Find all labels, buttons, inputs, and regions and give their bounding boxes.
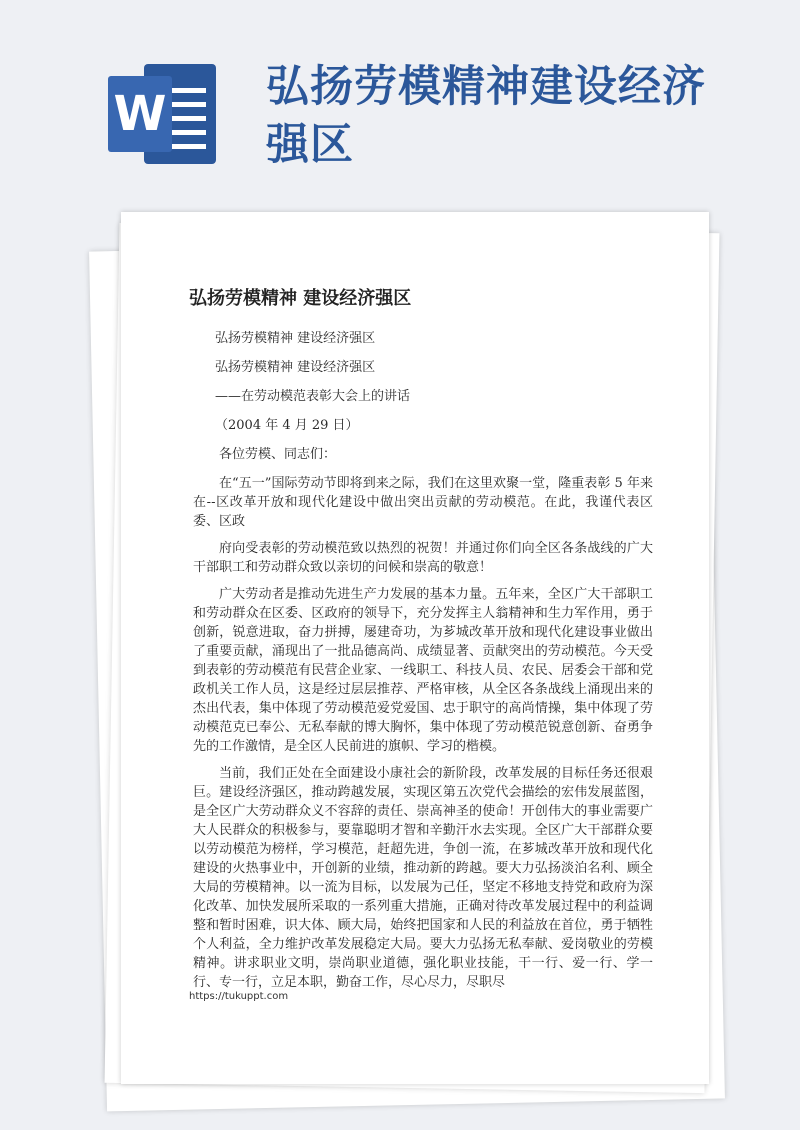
subtitle-line: 弘扬劳模精神 建设经济强区	[215, 331, 376, 346]
banner	[0, 0, 800, 200]
paragraph: 在“五一”国际劳动节即将到来之际，我们在这里欢聚一堂，隆重表彰 5 年来在--区改革开放和现代化建设中做出突出贡献的劳动模范。在此，我谨代表区委、区政	[193, 476, 653, 529]
word-document-icon	[108, 58, 220, 170]
paragraph: 当前，我们正处在全面建设小康社会的新阶段，改革发展的目标任务还很艰巨。建设经济强区，推动跨越发展，实现区第五次党代会描绘的宏伟发展蓝图，是全区广大劳动群众义不容辞的责任、崇高神圣的使命！开创伟大的事业需要广大人民群众的积极参与，要靠聪明才智和辛勤汗水去实现。全区广大干部群众要以劳动模范为榜样，学习模范，赶超先进，争创一流，在芗城改革开放和现代化建设的火热事业中，开创新的业绩，推动新的跨越。要大力弘扬淡泊名利、顾全大局的劳模精神。以一流为目标，以发展为己任，坚定不移地支持党和政府为深化改革、加快发展所采取的一系列重大措施，正确对待改革发展过程中的利益调整和暂时困难，识大体、顾大局，始终把国家和人民的利益放在首位，勇于牺牲个人利益，全力维护改革发展稳定大局。要大力弘扬无私奉献、爱岗敬业的劳模精神。讲求职业文明，崇尚职业道德，强化职业技能，干一行、爱一行、学一行、专一行，立足本职，勤奋工作，尽心尽力，尽职尽	[193, 766, 653, 990]
greeting: 各位劳模、同志们：	[219, 447, 337, 462]
document-body	[193, 330, 653, 990]
footer-url: https://tukuppt.com	[189, 991, 289, 1002]
paragraph: 府向受表彰的劳动模范致以热烈的祝贺！并通过你们向全区各条战线的广大干部职工和劳动群众致以亲切的问候和崇高的敬意！	[193, 541, 653, 575]
speech-date: （2004 年 4 月 29 日）	[215, 418, 359, 433]
word-icon-letter: W	[108, 76, 172, 152]
document-page	[121, 212, 709, 1084]
page-heading: 弘扬劳模精神建设经济强区	[266, 62, 706, 170]
document-title: 弘扬劳模精神 建设经济强区	[189, 288, 412, 309]
speech-occasion: ——在劳动模范表彰大会上的讲话	[215, 389, 411, 404]
paragraph: 广大劳动者是推动先进生产力发展的基本力量。五年来，全区广大干部职工和劳动群众在区委、区政府的领导下，充分发挥主人翁精神和生力军作用，勇于创新，锐意进取，奋力拼搏，屡建奇功，为芗城改革开放和现代化建设事业做出了重要贡献，涌现出了一批品德高尚、成绩显著、贡献突出的劳动模范。今天受到表彰的劳动模范有民营企业家、一线职工、科技人员、农民、居委会干部和党政机关工作人员，这是经过层层推荐、严格审核，从全区各条战线上涌现出来的杰出代表，集中体现了劳动模范爱党爱国、忠于职守的高尚情操，集中体现了劳动模范克已奉公、无私奉献的博大胸怀，集中体现了劳动模范锐意创新、奋勇争先的工作激情，是全区人民前进的旗帜、学习的楷模。	[193, 587, 653, 754]
subtitle-line: 弘扬劳模精神 建设经济强区	[215, 360, 376, 375]
